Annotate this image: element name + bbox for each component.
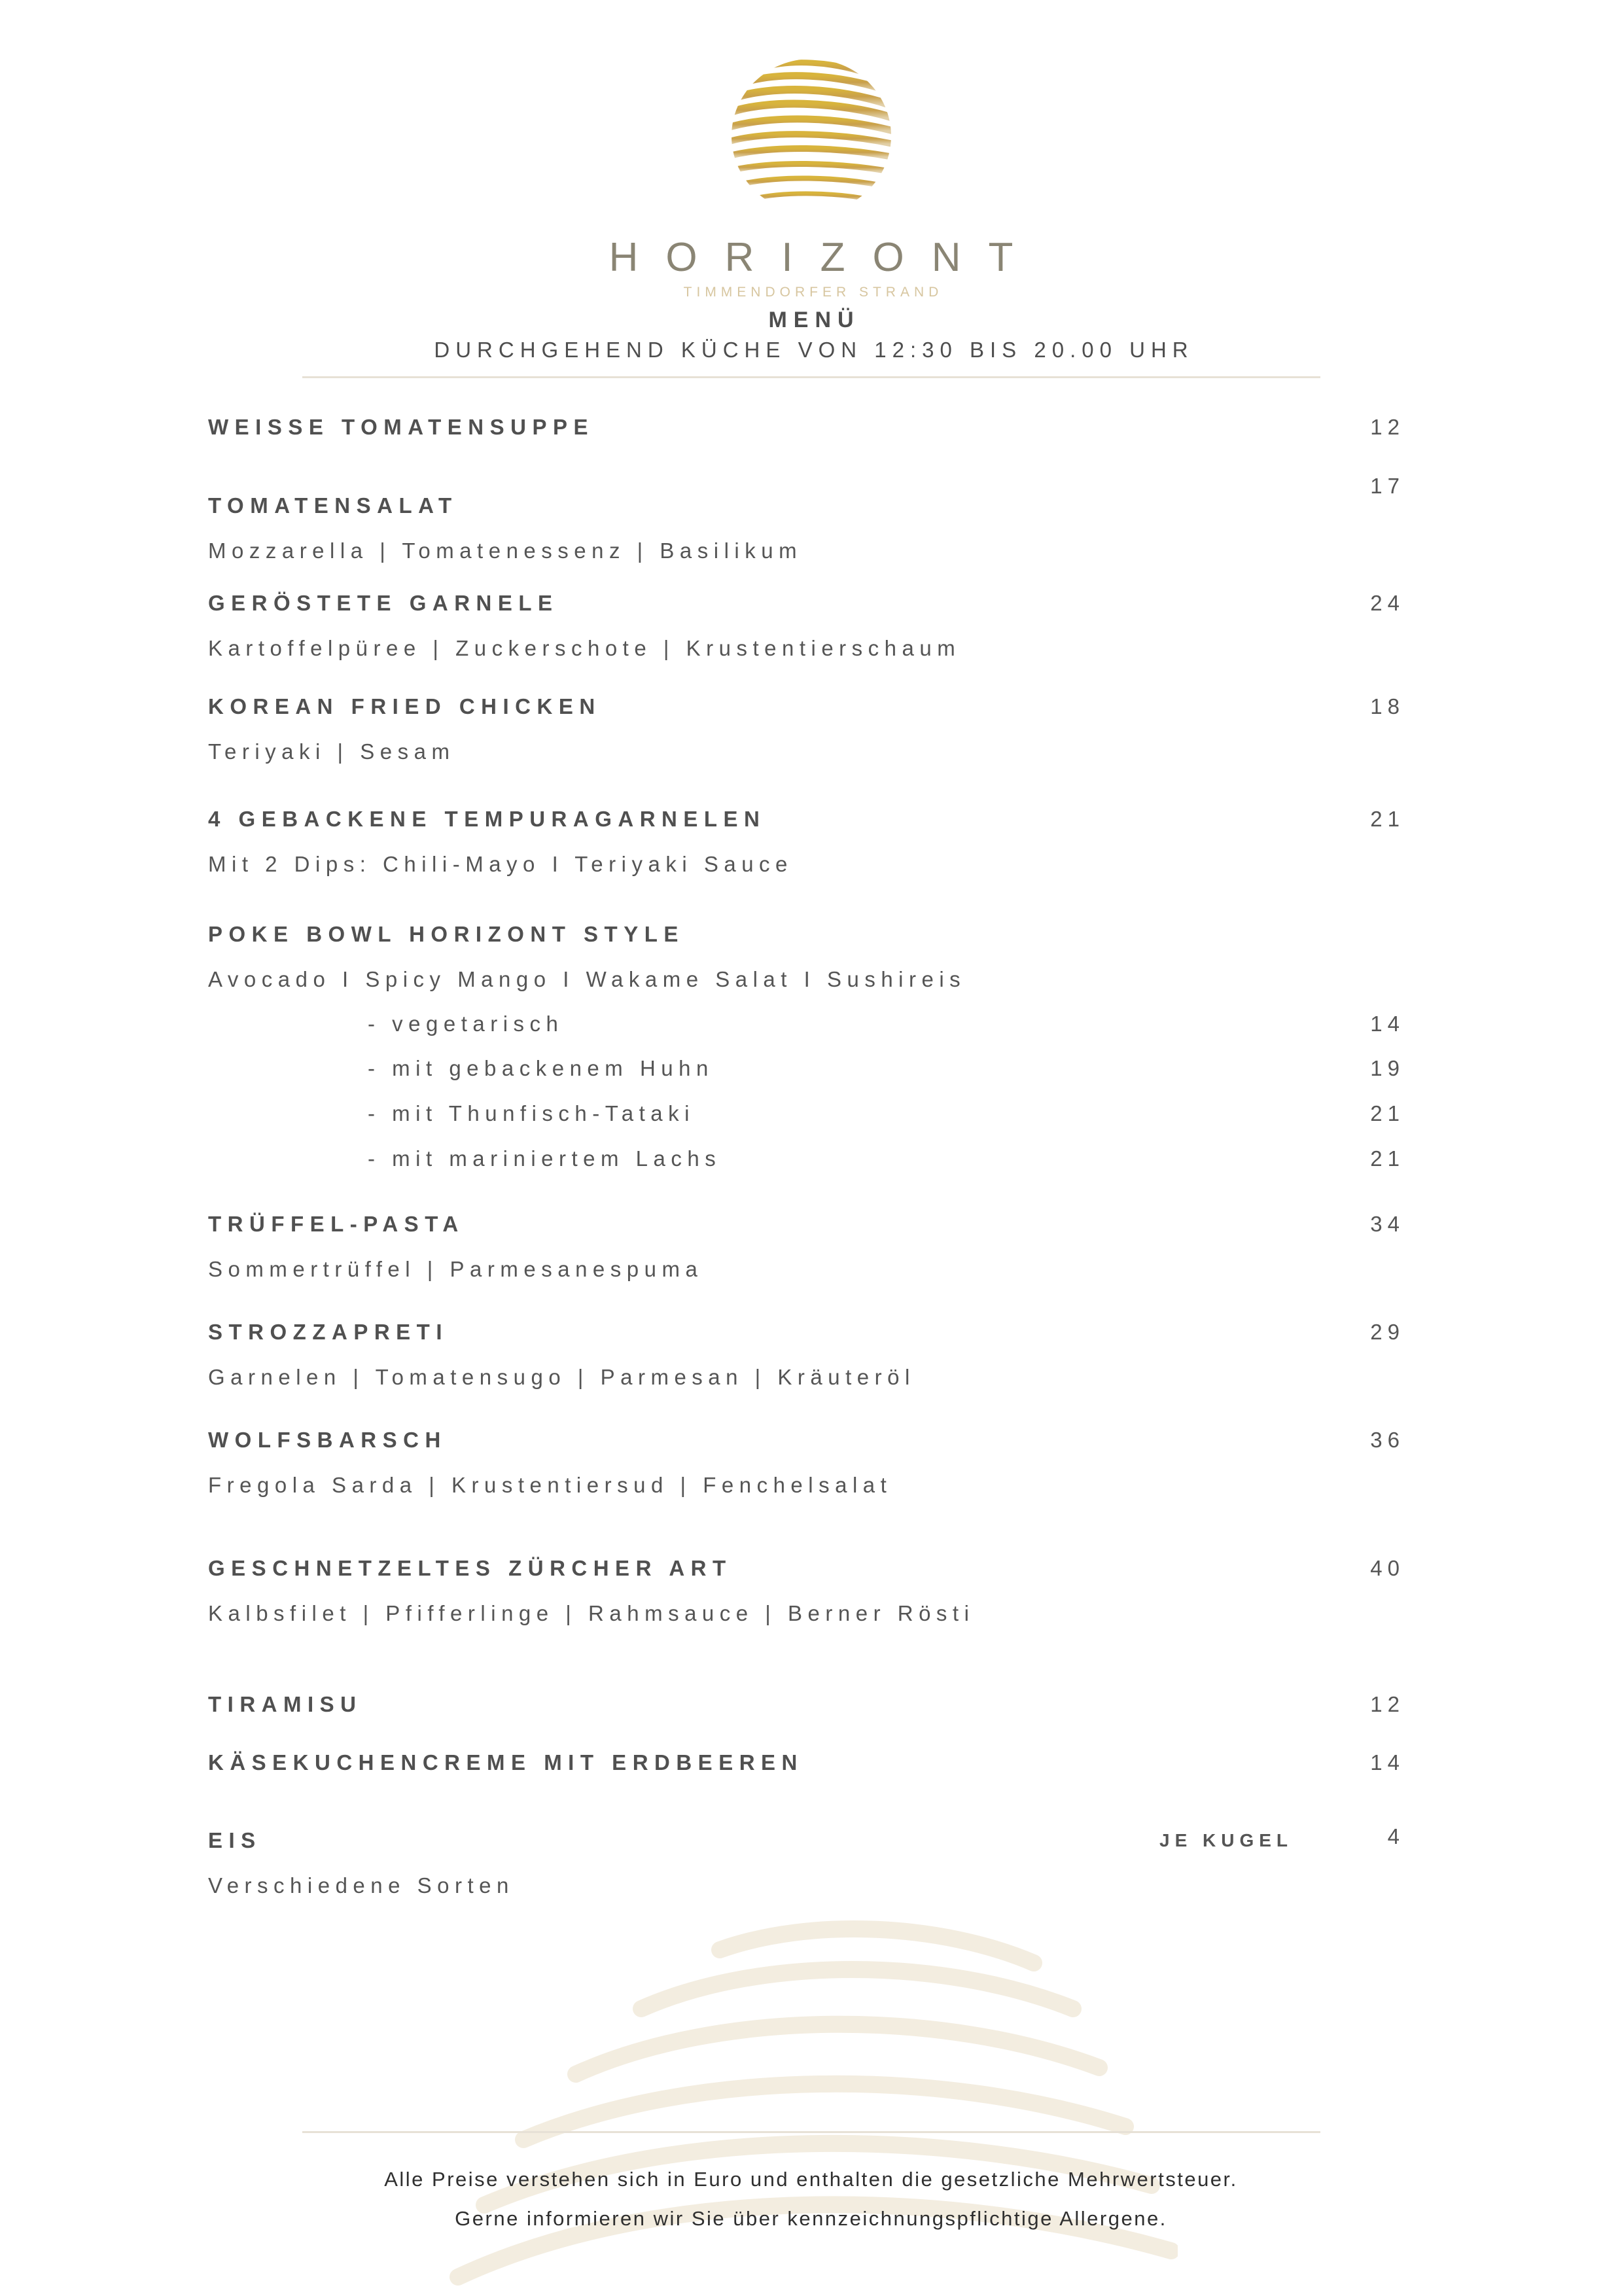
menu-item-name: WOLFSBARSCH xyxy=(208,1428,447,1452)
menu-item-price: 4 xyxy=(1387,1824,1405,1848)
menu-item-name: KÄSEKUCHENCREME MIT ERDBEEREN xyxy=(208,1750,803,1775)
menu-item-description: Sommertrüffel | Parmesanespuma xyxy=(208,1257,703,1281)
wave-watermark-icon xyxy=(445,1911,1178,2296)
menu-item-price: 18 xyxy=(1370,694,1405,718)
menu-item-description: Kalbsfilet | Pfifferlinge | Rahmsauce | Berner Rösti xyxy=(208,1601,975,1625)
wave-sphere-logo-icon xyxy=(726,58,896,215)
menu-item-description: Teriyaki | Sesam xyxy=(208,739,455,764)
menu-item-name: GERÖSTETE GARNELE xyxy=(208,591,559,615)
brand-name: HORIZONT xyxy=(608,235,1041,280)
brand-subtitle: TIMMENDORFER STRAND xyxy=(683,285,943,300)
menu-item-price: 12 xyxy=(1370,1692,1405,1716)
price-unit-label: JE KUGEL xyxy=(1159,1830,1294,1850)
page-title: MENÜ xyxy=(768,308,860,332)
menu-item-price: 40 xyxy=(1370,1556,1405,1580)
menu-option-price: 14 xyxy=(1370,1012,1405,1036)
footer-divider xyxy=(302,2131,1320,2133)
menu-item-price: 24 xyxy=(1370,591,1405,615)
menu-item-price: 29 xyxy=(1370,1320,1405,1344)
menu-item-name: EIS xyxy=(208,1828,262,1852)
menu-option-label: - mit Thunfisch-Tataki xyxy=(368,1101,695,1125)
menu-option-label: - vegetarisch xyxy=(368,1012,564,1036)
menu-option-price: 21 xyxy=(1370,1101,1405,1125)
menu-item-name: STROZZAPRETI xyxy=(208,1320,448,1344)
menu-item-price: 17 xyxy=(1370,474,1405,498)
menu-item-name: TIRAMISU xyxy=(208,1692,362,1716)
menu-item-description: Avocado I Spicy Mango I Wakame Salat I Sushireis xyxy=(208,967,966,991)
menu-item-name: TRÜFFEL-PASTA xyxy=(208,1212,465,1236)
menu-item-description: Kartoffelpüree | Zuckerschote | Krustentierschaum xyxy=(208,636,961,660)
menu-item-name: TOMATENSALAT xyxy=(208,493,458,518)
menu-item-price: 34 xyxy=(1370,1212,1405,1236)
menu-item-name: KOREAN FRIED CHICKEN xyxy=(208,694,601,718)
menu-item-description: Garnelen | Tomatensugo | Parmesan | Kräuteröl xyxy=(208,1365,915,1389)
menu-item-description: Mit 2 Dips: Chili-Mayo I Teriyaki Sauce xyxy=(208,852,793,876)
menu-item-description: Fregola Sarda | Krustentiersud | Fenchelsalat xyxy=(208,1473,892,1497)
header-divider xyxy=(302,376,1320,378)
menu-item-name: POKE BOWL HORIZONT STYLE xyxy=(208,922,684,946)
footer-allergen-note: Gerne informieren wir Sie über kennzeichnungspflichtige Allergene. xyxy=(455,2207,1167,2230)
menu-item-price: 12 xyxy=(1370,415,1405,439)
menu-item-price: 14 xyxy=(1370,1750,1405,1775)
menu-option-price: 19 xyxy=(1370,1056,1405,1080)
menu-item-price: 36 xyxy=(1370,1428,1405,1452)
menu-option-label: - mit mariniertem Lachs xyxy=(368,1146,722,1171)
footer-price-note: Alle Preise verstehen sich in Euro und enthalten die gesetzliche Mehrwertsteuer. xyxy=(384,2168,1238,2191)
menu-item-description: Mozzarella | Tomatenessenz | Basilikum xyxy=(208,539,803,563)
menu-item-price: 21 xyxy=(1370,807,1405,831)
menu-item-name: 4 GEBACKENE TEMPURAGARNELEN xyxy=(208,807,766,831)
kitchen-hours: DURCHGEHEND KÜCHE VON 12:30 BIS 20.00 UHR xyxy=(434,338,1194,362)
menu-item-description: Verschiedene Sorten xyxy=(208,1873,514,1898)
menu-item-name: GESCHNETZELTES ZÜRCHER ART xyxy=(208,1556,732,1580)
menu-option-price: 21 xyxy=(1370,1146,1405,1171)
menu-option-label: - mit gebackenem Huhn xyxy=(368,1056,714,1080)
menu-item-name: WEISSE TOMATENSUPPE xyxy=(208,415,595,439)
